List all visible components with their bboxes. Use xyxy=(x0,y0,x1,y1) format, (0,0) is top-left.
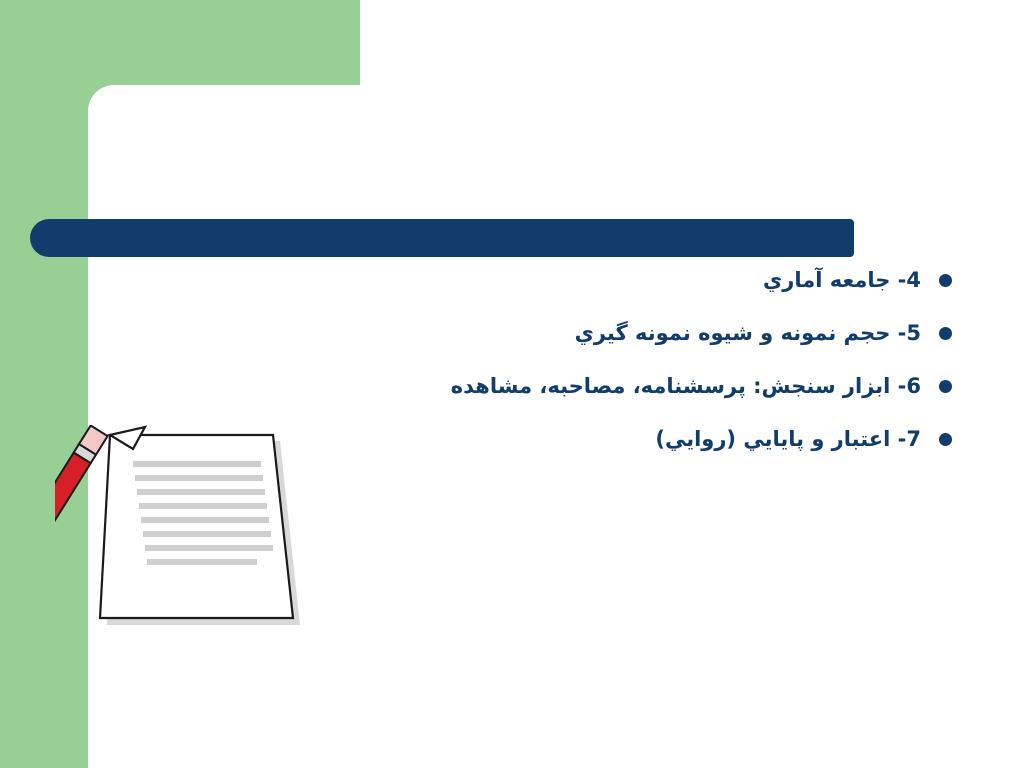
bullet-dot-icon xyxy=(939,274,952,287)
list-item xyxy=(252,371,952,401)
bullet-dot-icon xyxy=(939,327,952,340)
bullet-text: 4- جامعه آماري xyxy=(763,268,921,292)
bullet-list xyxy=(252,265,952,477)
list-item xyxy=(252,265,952,295)
bullet-dot-icon xyxy=(939,433,952,446)
list-item xyxy=(252,424,952,454)
bullet-text: 5- حجم نمونه و شيوه نمونه گيري xyxy=(574,321,921,345)
bullet-text: 7- اعتبار و پايايي (روايي) xyxy=(655,427,921,451)
bullet-dot-icon xyxy=(939,380,952,393)
list-item xyxy=(252,318,952,348)
bullet-text: 6- ابزار سنجش: پرسشنامه، مصاحبه، مشاهده xyxy=(450,374,921,398)
title-bar xyxy=(30,219,854,257)
